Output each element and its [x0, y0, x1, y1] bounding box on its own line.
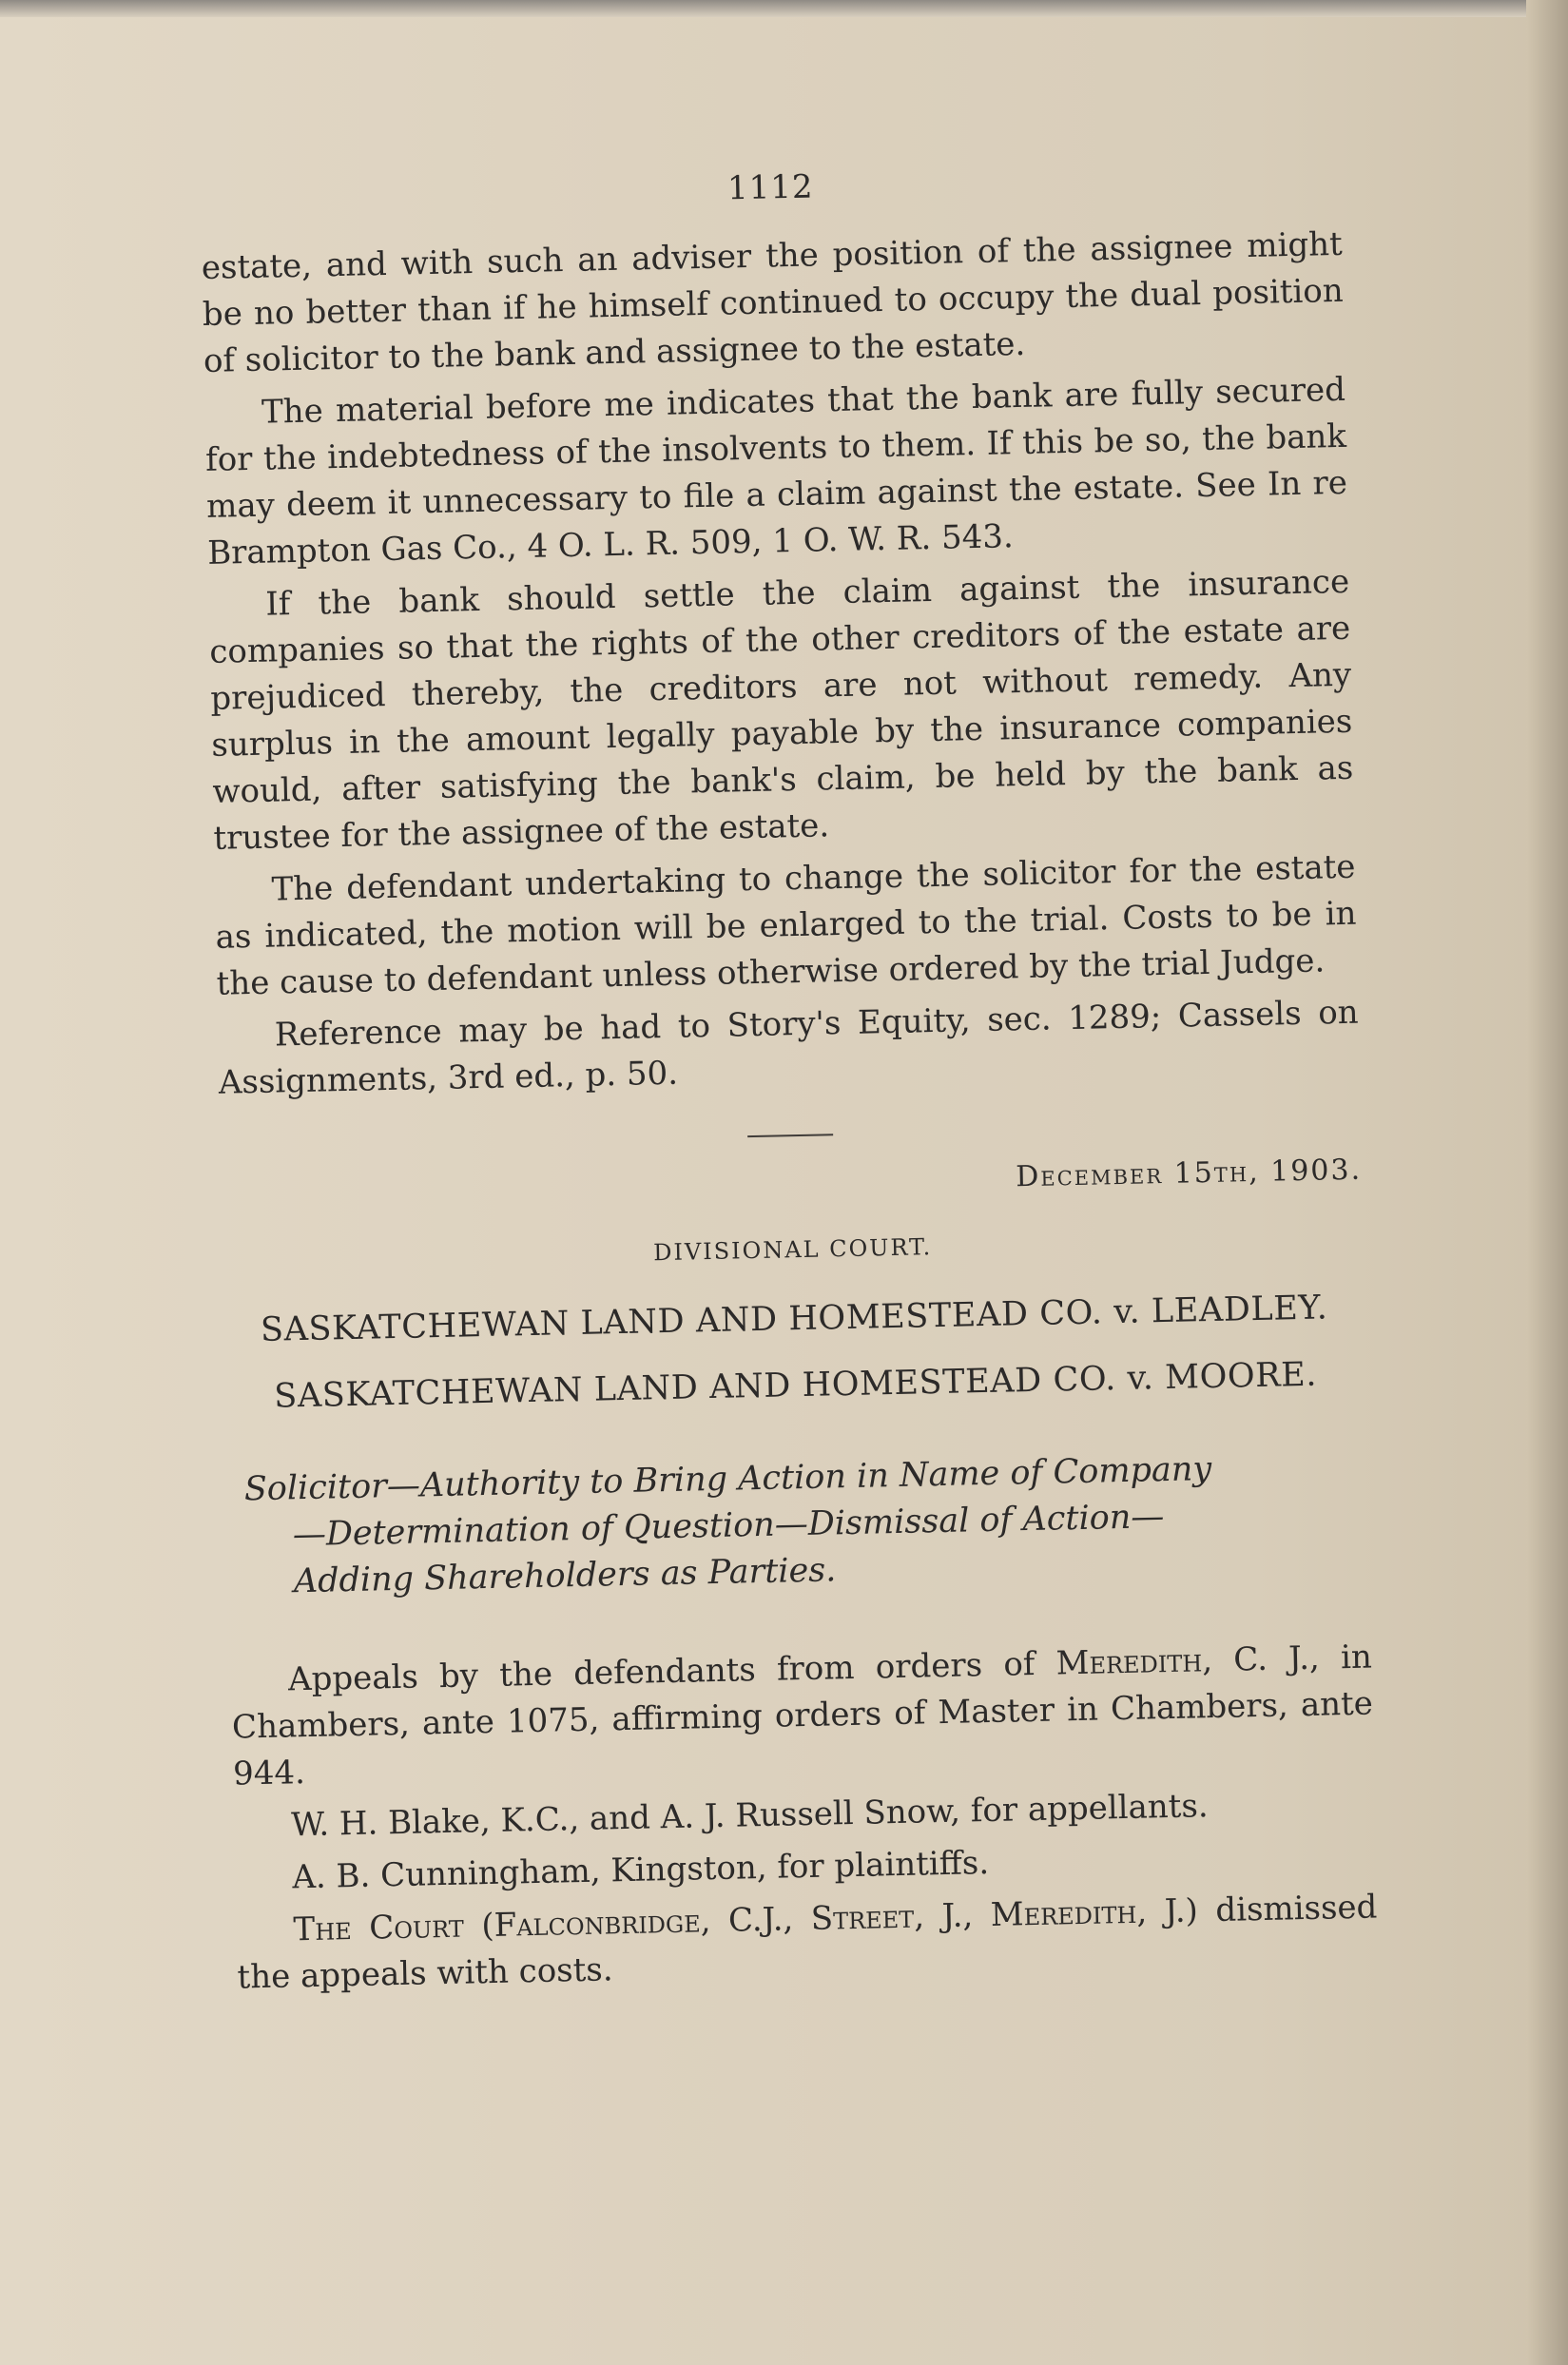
judge-meredith: Meredith — [990, 1892, 1137, 1934]
paragraph-appeals — [231, 1635, 1375, 1798]
decision-date: December 15th, 1903. — [1015, 1153, 1363, 1194]
page-binding-edge — [1526, 0, 1568, 2365]
decision-open: ( — [463, 1906, 495, 1946]
court-name: DIVISIONAL COURT. — [652, 1233, 933, 1267]
counsel-plaintiffs: A. B. Cunningham, Kingston, for plaintiffs. — [291, 1844, 990, 1897]
page-number: 1112 — [726, 167, 814, 208]
paragraph-insurance-claim: If the bank should settle the claim against the insurance companies so that the rights of the other creditors of the estate are prejudiced thereby, the creditors are not without remedy. Any surplus in the amount legally payable by the insurance companies would, after satisfying the bank's claim, be held by the bank as trustee for the assignee of the estate. — [208, 562, 1354, 858]
decision-mid1: , C.J., — [700, 1899, 812, 1941]
case-title-moore: SASKATCHEWAN LAND AND HOMESTEAD CO. v. MOORE. — [273, 1355, 1318, 1416]
judge-falconbridge: Falconbridge — [494, 1902, 702, 1945]
appeals-text-after: , C. J., in Chambers, ante 1075, affirming orders of Master in Chambers, ante 944. — [231, 1638, 1374, 1793]
page-top-edge — [0, 0, 1568, 17]
court-decision — [236, 1884, 1379, 2001]
decision-mid2: , J., — [913, 1895, 992, 1936]
paragraph-estate-continuation: estate, and with such an adviser the position of the assignee might be no better than if he himself continued to occupy the dual position of solicitor to the bank and assignee to the estate. — [201, 224, 1345, 380]
headnote-line: —Determination of Question—Dismissal of Action— — [292, 1498, 1165, 1555]
counsel-appellants: W. H. Blake, K.C., and A. J. Russell Snow, for appellants. — [290, 1787, 1210, 1845]
judge-name: Meredith — [1055, 1641, 1203, 1683]
judge-street: Street — [810, 1897, 915, 1938]
section-divider — [747, 1134, 833, 1137]
appeals-text-before: Appeals by the defendants from orders of — [287, 1644, 1057, 1699]
page-content — [200, 157, 1379, 2007]
court-label: The Court — [293, 1907, 465, 1949]
headnote — [226, 1444, 1370, 1607]
headnote-line: Solicitor—Authority to Bring Action in Name of Company — [243, 1450, 1212, 1509]
paragraph-reference: Reference may be had to Story's Equity, sec. 1289; Cassels on Assignments, 3rd ed., p. 50. — [218, 993, 1360, 1102]
paragraph-bank-secured: The material before me indicates that the bank are fully secured for the indebtedness of the insolvents to them. If this be so, the bank may deem it unnecessary to file a claim against the estate. See In re Brampton Gas Co., 4 O. L. R. 509, 1 O. W. R. 543. — [204, 370, 1348, 572]
decision-end: , J.) dismissed the appeals with costs. — [237, 1888, 1378, 1997]
case-title-leadley: SASKATCHEWAN LAND AND HOMESTEAD CO. v. LEADLEY. — [260, 1289, 1328, 1349]
headnote-line: Adding Shareholders as Parties. — [293, 1551, 837, 1601]
paragraph-defendant-undertaking: The defendant undertaking to change the solicitor for the estate as indicated, the motion will be enlarged to the trial. Costs to be in the cause to defendant unless otherwise ordered by the trial Judge. — [215, 847, 1357, 1003]
